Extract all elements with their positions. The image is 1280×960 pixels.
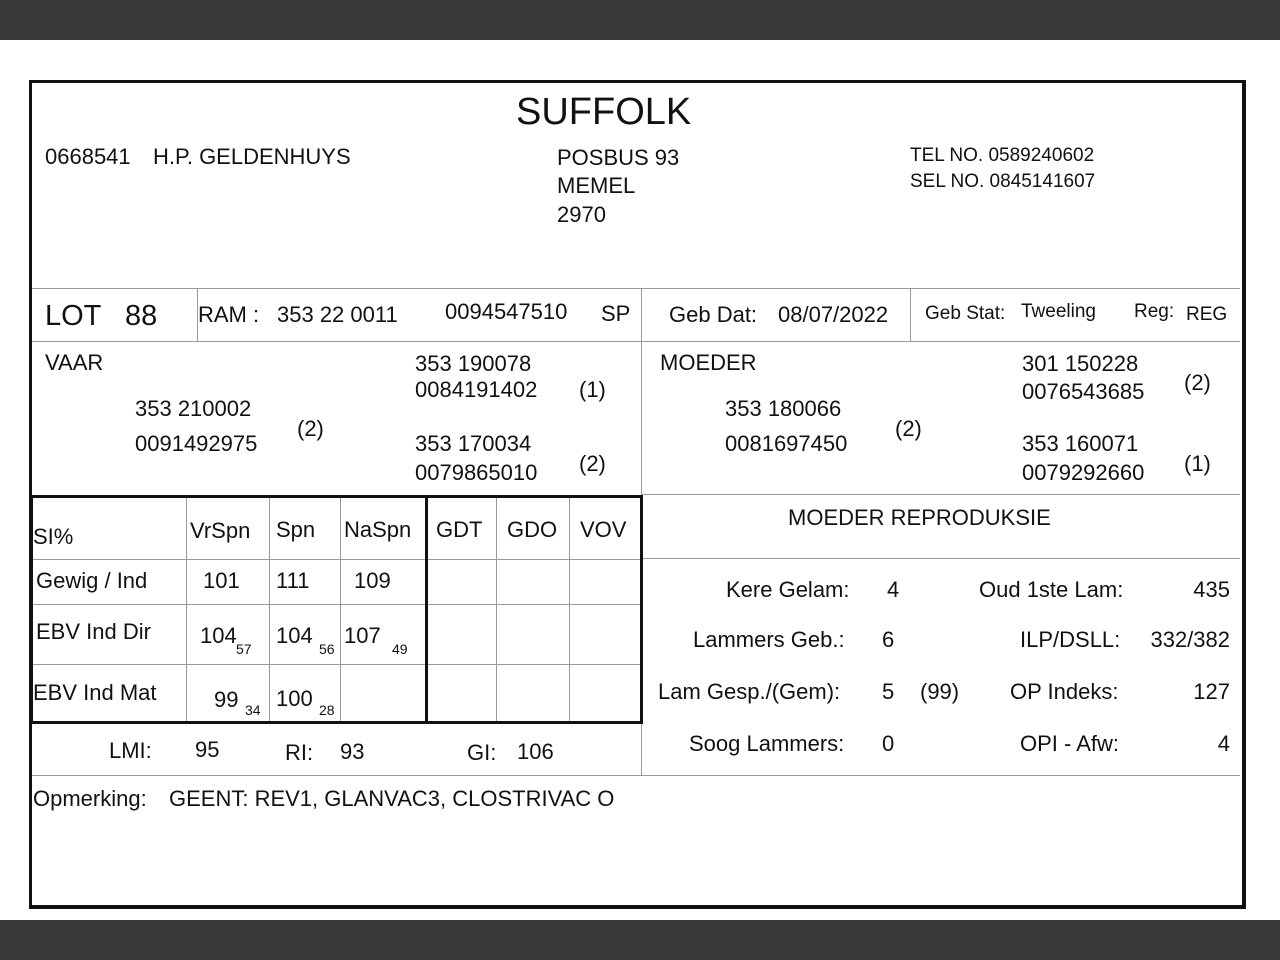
ebv-dir-spn: 104 xyxy=(276,623,313,648)
header-naspn: NaSpn xyxy=(344,517,412,542)
ebv-mat-vrspn-accuracy: 34 xyxy=(245,702,261,718)
birth-date-label: Geb Dat: xyxy=(669,302,758,327)
sel-number: SEL NO. 0845141607 xyxy=(910,171,1096,192)
divider xyxy=(32,559,642,560)
address-line2: MEMEL xyxy=(557,173,636,198)
ram-label: RAM : xyxy=(198,302,260,327)
remark-text: GEENT: REV1, GLANVAC3, CLOSTRIVAC O xyxy=(169,786,615,811)
tel-number: TEL NO. 0589240602 xyxy=(910,145,1095,166)
divider xyxy=(642,558,1240,559)
address-line3: 2970 xyxy=(557,202,606,227)
owner-number: 0668541 xyxy=(45,144,131,169)
divider xyxy=(32,341,1240,342)
birth-status-label: Geb Stat: xyxy=(925,303,1006,324)
opi-label: OPI - Afw: xyxy=(1020,731,1120,756)
header-gdt: GDT xyxy=(436,517,483,542)
address-line1: POSBUS 93 xyxy=(557,145,680,170)
table-border xyxy=(30,495,643,498)
sire-dam-code: 0079865010 xyxy=(415,460,538,485)
gewig-spn: 111 xyxy=(276,568,310,593)
gewig-vrspn: 101 xyxy=(203,568,240,593)
op-label: OP Indeks: xyxy=(1010,679,1119,704)
ebv-mat-vrspn: 99 xyxy=(214,687,239,712)
ebv-dir-spn-accuracy: 56 xyxy=(319,641,335,657)
ebv-dir-vrspn-accuracy: 57 xyxy=(236,641,252,657)
header-si: SI% xyxy=(33,524,74,549)
sire-sire-count: (1) xyxy=(579,377,606,402)
birth-date: 08/07/2022 xyxy=(778,302,889,327)
dam-sire-count: (2) xyxy=(1184,370,1211,395)
dam-label: MOEDER xyxy=(660,350,757,375)
header-spn: Spn xyxy=(276,517,316,542)
divider xyxy=(186,497,187,722)
lammers-label: Lammers Geb.: xyxy=(693,627,845,652)
dam-id: 353 180066 xyxy=(725,396,842,421)
ebv-dir-naspn-accuracy: 49 xyxy=(392,641,408,657)
sire-sire-code: 0084191402 xyxy=(415,377,538,402)
ri-label: RI: xyxy=(285,740,314,765)
reg-label: Reg: xyxy=(1134,301,1175,322)
divider xyxy=(340,497,341,722)
oud-value: 435 xyxy=(1193,577,1230,602)
kere-label: Kere Gelam: xyxy=(726,577,850,602)
repro-title: MOEDER REPRODUKSIE xyxy=(788,505,1051,530)
lot-number: 88 xyxy=(125,300,158,332)
dam-dam-id: 353 160071 xyxy=(1022,431,1139,456)
birth-status: Tweeling xyxy=(1021,301,1096,322)
row-label-gewig: Gewig / Ind xyxy=(36,568,148,593)
table-border xyxy=(640,495,643,723)
dam-dam-count: (1) xyxy=(1184,451,1211,476)
sire-sire-id: 353 190078 xyxy=(415,351,532,376)
sire-code: 0091492975 xyxy=(135,431,258,456)
sire-dam-count: (2) xyxy=(579,451,606,476)
divider xyxy=(32,775,1240,776)
dam-count: (2) xyxy=(895,416,922,441)
divider xyxy=(496,497,497,722)
bottom-band xyxy=(0,920,1280,960)
divider xyxy=(269,497,270,722)
ebv-dir-naspn: 107 xyxy=(344,623,381,648)
sire-dam-id: 353 170034 xyxy=(415,431,532,456)
divider xyxy=(32,664,642,665)
row-label-ebv-dir: EBV Ind Dir xyxy=(36,619,151,644)
kere-value: 4 xyxy=(887,577,900,602)
op-value: 127 xyxy=(1193,679,1230,704)
ebv-dir-vrspn: 104 xyxy=(200,623,237,648)
divider xyxy=(910,289,911,341)
ram-id: 353 22 0011 xyxy=(277,302,398,327)
divider xyxy=(32,288,1240,289)
ram-code: 0094547510 xyxy=(445,299,568,324)
lot-label: LOT xyxy=(45,300,102,332)
gi-value: 106 xyxy=(517,739,554,764)
soog-label: Soog Lammers: xyxy=(689,731,845,756)
owner-name: H.P. GELDENHUYS xyxy=(153,144,351,169)
divider xyxy=(569,497,570,722)
opi-value: 4 xyxy=(1217,731,1230,756)
divider xyxy=(642,494,1240,495)
header-gdo: GDO xyxy=(507,517,558,542)
row-label-ebv-mat: EBV Ind Mat xyxy=(33,680,157,705)
gesp-label: Lam Gesp./(Gem): xyxy=(658,679,841,704)
ri-value: 93 xyxy=(340,739,365,764)
gi-label: GI: xyxy=(467,740,497,765)
dam-sire-id: 301 150228 xyxy=(1022,351,1139,376)
breed-title: SUFFOLK xyxy=(516,91,692,133)
header-vov: VOV xyxy=(580,517,627,542)
ebv-mat-spn-accuracy: 28 xyxy=(319,702,335,718)
lammers-value: 6 xyxy=(882,627,895,652)
sire-label: VAAR xyxy=(45,350,104,375)
soog-value: 0 xyxy=(882,731,895,756)
gesp-average: (99) xyxy=(920,679,960,704)
gewig-naspn: 109 xyxy=(354,568,391,593)
lmi-value: 95 xyxy=(195,737,220,762)
ilp-label: ILP/DSLL: xyxy=(1020,627,1121,652)
sire-count: (2) xyxy=(297,416,324,441)
dam-code: 0081697450 xyxy=(725,431,848,456)
oud-label: Oud 1ste Lam: xyxy=(979,577,1124,602)
gesp-value: 5 xyxy=(882,679,895,704)
sire-id: 353 210002 xyxy=(135,396,252,421)
remark-label: Opmerking: xyxy=(33,786,147,811)
table-border xyxy=(425,495,428,723)
header-vrspn: VrSpn xyxy=(190,518,251,543)
top-band xyxy=(0,0,1280,40)
ilp-value: 332/382 xyxy=(1150,627,1230,652)
ebv-mat-spn: 100 xyxy=(276,686,313,711)
divider xyxy=(32,604,642,605)
dam-sire-code: 0076543685 xyxy=(1022,379,1145,404)
dam-dam-code: 0079292660 xyxy=(1022,460,1145,485)
ram-sp: SP xyxy=(601,301,631,326)
table-border xyxy=(30,721,643,724)
reg-value: REG xyxy=(1186,304,1228,325)
lmi-label: LMI: xyxy=(109,738,152,763)
